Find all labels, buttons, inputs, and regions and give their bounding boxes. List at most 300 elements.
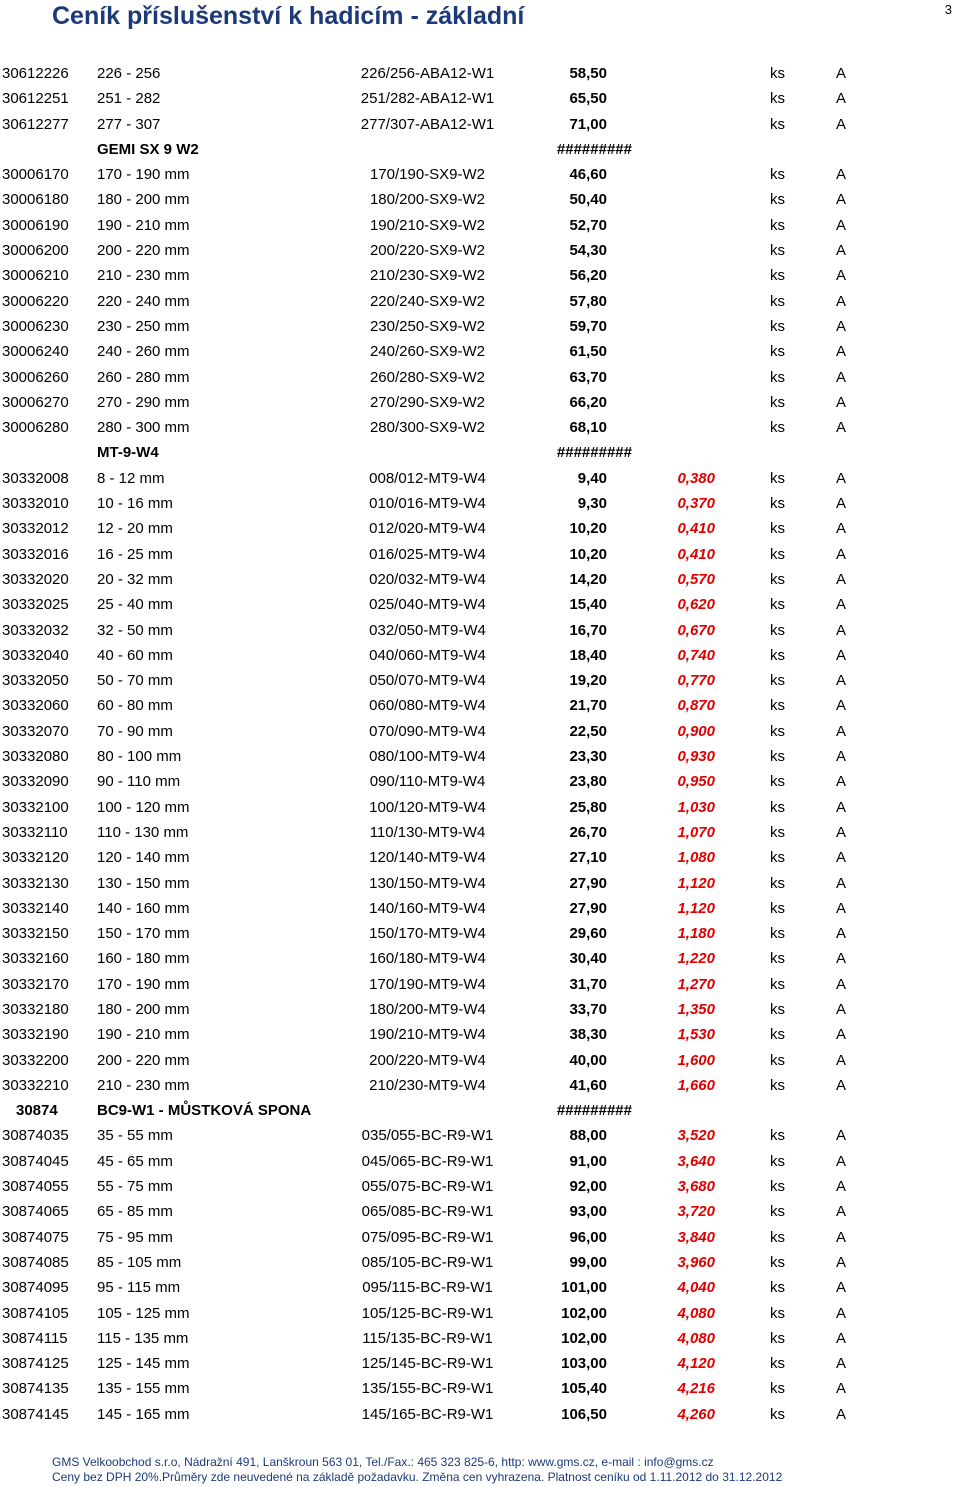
cell-range: 45 - 65 mm: [97, 1152, 173, 1170]
table-row: [0, 238, 960, 263]
cell-part: 240/260-SX9-W2: [369, 343, 486, 361]
cell-price: 93,00: [569, 1203, 607, 1221]
cell-part: 190/210-MT9-W4: [369, 1026, 486, 1044]
cell-part: 170/190-MT9-W4: [369, 975, 486, 993]
cell-range: 135 - 155 mm: [97, 1380, 190, 1398]
cell-code: 30332180: [2, 1000, 69, 1018]
cell-part: 251/282-ABA12-W1: [360, 90, 495, 108]
cell-unit: ks: [770, 1051, 785, 1069]
cell-code: 30006210: [2, 267, 69, 285]
section-header-row: [0, 440, 960, 465]
cell-part: 160/180-MT9-W4: [369, 950, 486, 968]
cell-part: 120/140-MT9-W4: [369, 849, 486, 867]
cell-code: 30874035: [2, 1127, 69, 1145]
cell-code: 30006220: [2, 292, 69, 310]
cell-range: 180 - 200 mm: [97, 1000, 190, 1018]
cell-unit: ks: [770, 1076, 785, 1094]
cell-cat: A: [836, 570, 847, 588]
cell-part: 085/105-BC-R9-W1: [361, 1253, 494, 1271]
price-table: [0, 61, 960, 1427]
cell-part: 090/110-MT9-W4: [369, 773, 486, 791]
cell-price: 18,40: [569, 646, 607, 664]
cell-cat: A: [836, 469, 847, 487]
cell-cat: A: [836, 1178, 847, 1196]
cell-cat: A: [836, 317, 847, 335]
table-row: [0, 314, 960, 339]
cell-price: 54,30: [569, 242, 607, 260]
cell-cat: A: [836, 1076, 847, 1094]
cell-part: 115/135-BC-R9-W1: [362, 1329, 493, 1347]
cell-unit: ks: [770, 1152, 785, 1170]
cell-range: 20 - 32 mm: [97, 570, 173, 588]
cell-part: 016/025-MT9-W4: [369, 545, 486, 563]
cell-range: 270 - 290 mm: [97, 393, 190, 411]
cell-extra: 0,410: [677, 520, 715, 538]
cell-range: 12 - 20 mm: [97, 520, 173, 538]
cell-code: 30332008: [2, 469, 69, 487]
cell-part: 125/145-BC-R9-W1: [361, 1355, 494, 1373]
cell-price: #########: [556, 1102, 632, 1120]
cell-price: 65,50: [569, 90, 607, 108]
table-row: [0, 871, 960, 896]
table-row: [0, 1174, 960, 1199]
table-row: [0, 1225, 960, 1250]
cell-price: 40,00: [569, 1051, 607, 1069]
cell-price: 14,20: [569, 570, 607, 588]
table-row: [0, 1301, 960, 1326]
cell-range: 170 - 190 mm: [97, 166, 190, 184]
cell-price: 33,70: [569, 1000, 607, 1018]
cell-cat: A: [836, 697, 847, 715]
cell-range: 85 - 105 mm: [97, 1253, 182, 1271]
cell-range: 80 - 100 mm: [97, 748, 182, 766]
cell-part: 200/220-SX9-W2: [369, 242, 486, 260]
cell-price: 21,70: [569, 697, 607, 715]
cell-range: 115 - 135 mm: [97, 1329, 189, 1347]
cell-code: 30332210: [2, 1076, 69, 1094]
cell-price: 9,30: [577, 495, 607, 513]
cell-extra: 3,640: [677, 1152, 715, 1170]
cell-range: 16 - 25 mm: [97, 545, 173, 563]
cell-price: #########: [556, 444, 632, 462]
cell-unit: ks: [770, 570, 785, 588]
table-row: [0, 972, 960, 997]
cell-range: 95 - 115 mm: [97, 1279, 181, 1297]
cell-extra: 4,040: [677, 1279, 715, 1297]
cell-part: 095/115-BC-R9-W1: [362, 1279, 493, 1297]
cell-range: 120 - 140 mm: [97, 849, 190, 867]
cell-unit: ks: [770, 545, 785, 563]
table-row: [0, 1073, 960, 1098]
cell-extra: 0,370: [677, 495, 715, 513]
cell-unit: ks: [770, 343, 785, 361]
cell-part: 280/300-SX9-W2: [369, 419, 486, 437]
cell-part: 226/256-ABA12-W1: [360, 65, 495, 82]
cell-range: 35 - 55 mm: [97, 1127, 173, 1145]
cell-extra: 3,960: [677, 1253, 715, 1271]
cell-unit: ks: [770, 874, 785, 892]
cell-code: 30332170: [2, 975, 69, 993]
cell-range: 65 - 85 mm: [97, 1203, 173, 1221]
cell-part: 270/290-SX9-W2: [369, 393, 486, 411]
section-header-row: [0, 137, 960, 162]
table-row: [0, 339, 960, 364]
cell-extra: 1,220: [677, 950, 715, 968]
cell-unit: ks: [770, 849, 785, 867]
cell-extra: 1,120: [677, 874, 715, 892]
cell-range: 140 - 160 mm: [97, 899, 190, 917]
table-row: [0, 86, 960, 111]
cell-price: 27,10: [569, 849, 607, 867]
table-row: [0, 213, 960, 238]
cell-extra: 1,120: [677, 899, 715, 917]
cell-range: 200 - 220 mm: [97, 242, 190, 260]
cell-code: 30332150: [2, 925, 69, 943]
cell-code: 30332040: [2, 646, 69, 664]
cell-range: 280 - 300 mm: [97, 419, 190, 437]
cell-price: 29,60: [569, 925, 607, 943]
cell-price: 52,70: [569, 216, 607, 234]
cell-part: 025/040-MT9-W4: [369, 596, 486, 614]
cell-extra: 0,670: [677, 621, 715, 639]
cell-part: 170/190-SX9-W2: [369, 166, 486, 184]
cell-code: 30006230: [2, 317, 69, 335]
cell-code: 30332070: [2, 722, 69, 740]
cell-price: 25,80: [569, 798, 607, 816]
cell-range: 220 - 240 mm: [97, 292, 190, 310]
cell-code: 30332080: [2, 748, 69, 766]
cell-cat: A: [836, 520, 847, 538]
cell-part: 075/095-BC-R9-W1: [361, 1228, 494, 1246]
cell-range: 170 - 190 mm: [97, 975, 190, 993]
table-row: [0, 567, 960, 592]
cell-unit: ks: [770, 697, 785, 715]
cell-cat: A: [836, 748, 847, 766]
cell-code: 30612226: [2, 65, 69, 82]
cell-cat: A: [836, 1127, 847, 1145]
cell-cat: A: [836, 925, 847, 943]
cell-price: 23,80: [569, 773, 607, 791]
cell-code: 30332025: [2, 596, 69, 614]
cell-cat: A: [836, 621, 847, 639]
cell-range: 210 - 230 mm: [97, 267, 190, 285]
cell-range: 32 - 50 mm: [97, 621, 173, 639]
table-row: [0, 1250, 960, 1275]
cell-cat: A: [836, 1380, 847, 1398]
cell-price: 63,70: [569, 368, 607, 386]
cell-range: 260 - 280 mm: [97, 368, 190, 386]
cell-code: 30332032: [2, 621, 69, 639]
cell-extra: 1,530: [677, 1026, 715, 1044]
cell-extra: 0,740: [677, 646, 715, 664]
footer-note: Ceny bez DPH 20%.Průměry zde neuvedené na základě požadavku. Změna cen vyhrazena. Platnost ceníku od 1.11.2012 do 31.12.2012: [52, 1470, 783, 1484]
cell-unit: ks: [770, 317, 785, 335]
cell-part: 060/080-MT9-W4: [369, 697, 486, 715]
cell-range: 251 - 282: [97, 90, 161, 108]
cell-part: 040/060-MT9-W4: [369, 646, 486, 664]
table-row: [0, 997, 960, 1022]
table-row: [0, 1123, 960, 1148]
cell-range: 60 - 80 mm: [97, 697, 173, 715]
cell-price: 46,60: [569, 166, 607, 184]
cell-cat: A: [836, 1253, 847, 1271]
table-row: [0, 618, 960, 643]
cell-code: 30332110: [2, 823, 68, 841]
cell-range: BC9-W1 - MŮSTKOVÁ SPONA: [97, 1102, 312, 1120]
cell-code: 30332190: [2, 1026, 69, 1044]
cell-code: 30612277: [2, 115, 69, 133]
cell-part: 190/210-SX9-W2: [369, 216, 486, 234]
cell-code: 30874085: [2, 1253, 69, 1271]
table-row: [0, 668, 960, 693]
cell-cat: A: [836, 672, 847, 690]
cell-cat: A: [836, 1051, 847, 1069]
cell-unit: ks: [770, 368, 785, 386]
table-row: [0, 187, 960, 212]
table-row: [0, 1048, 960, 1073]
table-row: [0, 921, 960, 946]
cell-range: MT-9-W4: [97, 444, 159, 462]
table-row: [0, 769, 960, 794]
cell-price: 56,20: [569, 267, 607, 285]
table-row: [0, 1022, 960, 1047]
cell-part: 080/100-MT9-W4: [369, 748, 486, 766]
table-row: [0, 112, 960, 137]
cell-part: 277/307-ABA12-W1: [360, 115, 495, 133]
cell-code: 30332010: [2, 495, 69, 513]
cell-unit: ks: [770, 748, 785, 766]
cell-code: 30874: [16, 1102, 58, 1120]
cell-part: 012/020-MT9-W4: [369, 520, 486, 538]
cell-unit: ks: [770, 191, 785, 209]
cell-cat: A: [836, 899, 847, 917]
cell-cat: A: [836, 950, 847, 968]
cell-part: 105/125-BC-R9-W1: [361, 1304, 494, 1322]
cell-unit: ks: [770, 115, 785, 133]
cell-code: 30332020: [2, 570, 69, 588]
cell-extra: 4,216: [677, 1380, 715, 1398]
cell-cat: A: [836, 773, 847, 791]
cell-cat: A: [836, 90, 847, 108]
cell-extra: 3,840: [677, 1228, 715, 1246]
cell-price: 50,40: [569, 191, 607, 209]
cell-cat: A: [836, 343, 847, 361]
cell-cat: A: [836, 1026, 847, 1044]
table-row: [0, 946, 960, 971]
table-row: [0, 795, 960, 820]
cell-price: 105,40: [561, 1380, 607, 1398]
cell-extra: 0,900: [677, 722, 715, 740]
cell-part: 145/165-BC-R9-W1: [361, 1405, 494, 1423]
table-row: [0, 365, 960, 390]
cell-code: 30006180: [2, 191, 69, 209]
cell-unit: ks: [770, 1304, 785, 1322]
cell-unit: ks: [770, 1279, 785, 1297]
cell-unit: ks: [770, 495, 785, 513]
table-row: [0, 289, 960, 314]
cell-code: 30332060: [2, 697, 69, 715]
cell-code: 30332012: [2, 520, 69, 538]
cell-code: 30874115: [2, 1329, 68, 1347]
table-row: [0, 1326, 960, 1351]
cell-extra: 4,260: [677, 1405, 715, 1423]
cell-cat: A: [836, 1405, 847, 1423]
cell-unit: ks: [770, 975, 785, 993]
cell-cat: A: [836, 849, 847, 867]
cell-range: 130 - 150 mm: [97, 874, 190, 892]
cell-code: 30874095: [2, 1279, 69, 1297]
table-row: [0, 1376, 960, 1401]
cell-unit: ks: [770, 899, 785, 917]
table-row: [0, 845, 960, 870]
cell-extra: 1,180: [677, 925, 715, 943]
cell-unit: ks: [770, 292, 785, 310]
cell-extra: 1,270: [677, 975, 715, 993]
cell-price: 9,40: [577, 469, 607, 487]
cell-extra: 0,380: [677, 469, 715, 487]
cell-extra: 0,930: [677, 748, 715, 766]
cell-unit: ks: [770, 1203, 785, 1221]
cell-unit: ks: [770, 520, 785, 538]
cell-cat: A: [836, 874, 847, 892]
cell-range: 240 - 260 mm: [97, 343, 190, 361]
cell-unit: ks: [770, 1228, 785, 1246]
cell-part: 035/055-BC-R9-W1: [361, 1127, 494, 1145]
cell-part: 130/150-MT9-W4: [369, 874, 486, 892]
cell-price: 19,20: [569, 672, 607, 690]
cell-code: 30332050: [2, 672, 69, 690]
table-row: [0, 592, 960, 617]
cell-code: 30332140: [2, 899, 69, 917]
table-row: [0, 693, 960, 718]
cell-range: 190 - 210 mm: [97, 1026, 190, 1044]
cell-range: 70 - 90 mm: [97, 722, 173, 740]
cell-price: 26,70: [569, 823, 607, 841]
cell-price: 66,20: [569, 393, 607, 411]
cell-code: 30332120: [2, 849, 69, 867]
cell-range: GEMI SX 9 W2: [97, 140, 199, 158]
cell-unit: ks: [770, 1355, 785, 1373]
page-title: Ceník příslušenství k hadicím - základní: [52, 2, 525, 30]
cell-cat: A: [836, 166, 847, 184]
cell-part: 065/085-BC-R9-W1: [361, 1203, 494, 1221]
cell-extra: 4,120: [677, 1355, 715, 1373]
cell-extra: 3,680: [677, 1178, 715, 1196]
cell-price: 38,30: [569, 1026, 607, 1044]
table-row: [0, 1402, 960, 1427]
cell-unit: ks: [770, 1178, 785, 1196]
cell-part: 050/070-MT9-W4: [369, 672, 486, 690]
cell-unit: ks: [770, 1329, 785, 1347]
cell-range: 40 - 60 mm: [97, 646, 173, 664]
cell-unit: ks: [770, 1000, 785, 1018]
cell-unit: ks: [770, 798, 785, 816]
cell-code: 30874125: [2, 1355, 69, 1373]
cell-unit: ks: [770, 469, 785, 487]
cell-code: 30006240: [2, 343, 69, 361]
cell-part: 260/280-SX9-W2: [369, 368, 486, 386]
table-row: [0, 1351, 960, 1376]
cell-extra: 0,620: [677, 596, 715, 614]
cell-unit: ks: [770, 1380, 785, 1398]
cell-cat: A: [836, 722, 847, 740]
cell-price: 10,20: [569, 520, 607, 538]
cell-range: 8 - 12 mm: [97, 469, 165, 487]
cell-cat: A: [836, 115, 847, 133]
cell-extra: 0,410: [677, 545, 715, 563]
cell-unit: ks: [770, 672, 785, 690]
cell-code: 30332090: [2, 773, 69, 791]
cell-code: 30874055: [2, 1178, 69, 1196]
cell-cat: A: [836, 1329, 847, 1347]
cell-price: #########: [556, 140, 632, 158]
cell-price: 57,80: [569, 292, 607, 310]
cell-part: 210/230-SX9-W2: [369, 267, 486, 285]
cell-price: 59,70: [569, 317, 607, 335]
cell-code: 30874135: [2, 1380, 69, 1398]
cell-cat: A: [836, 65, 847, 82]
cell-cat: A: [836, 495, 847, 513]
cell-unit: ks: [770, 65, 785, 82]
cell-part: 045/065-BC-R9-W1: [361, 1152, 494, 1170]
cell-unit: ks: [770, 621, 785, 639]
cell-cat: A: [836, 823, 847, 841]
cell-unit: ks: [770, 596, 785, 614]
cell-price: 102,00: [561, 1329, 607, 1347]
cell-code: 30006170: [2, 166, 69, 184]
cell-range: 160 - 180 mm: [97, 950, 190, 968]
cell-range: 210 - 230 mm: [97, 1076, 190, 1094]
cell-price: 41,60: [569, 1076, 607, 1094]
cell-cat: A: [836, 1304, 847, 1322]
cell-unit: ks: [770, 950, 785, 968]
cell-range: 55 - 75 mm: [97, 1178, 173, 1196]
cell-extra: 1,600: [677, 1051, 715, 1069]
cell-extra: 1,030: [677, 798, 715, 816]
cell-code: 30332160: [2, 950, 69, 968]
cell-unit: ks: [770, 773, 785, 791]
table-row: [0, 162, 960, 187]
cell-unit: ks: [770, 925, 785, 943]
cell-code: 30006280: [2, 419, 69, 437]
cell-extra: 4,080: [677, 1329, 715, 1347]
cell-unit: ks: [770, 419, 785, 437]
cell-part: 140/160-MT9-W4: [369, 899, 486, 917]
cell-cat: A: [836, 242, 847, 260]
cell-unit: ks: [770, 166, 785, 184]
cell-code: 30874145: [2, 1405, 69, 1423]
cell-cat: A: [836, 1203, 847, 1221]
cell-unit: ks: [770, 1405, 785, 1423]
cell-code: 30006190: [2, 216, 69, 234]
cell-part: 008/012-MT9-W4: [369, 469, 486, 487]
cell-cat: A: [836, 1152, 847, 1170]
cell-cat: A: [836, 419, 847, 437]
cell-cat: A: [836, 1355, 847, 1373]
table-row: [0, 820, 960, 845]
cell-code: 30332200: [2, 1051, 69, 1069]
cell-range: 226 - 256: [97, 65, 161, 82]
cell-part: 020/032-MT9-W4: [369, 570, 486, 588]
cell-price: 88,00: [569, 1127, 607, 1145]
footer-contact: GMS Velkoobchod s.r.o, Nádražní 491, Lanškroun 563 01, Tel./Fax.: 465 323 825-6, http: www.gms.cz, e-mail : info@gms.cz: [52, 1455, 714, 1469]
cell-price: 10,20: [569, 545, 607, 563]
cell-unit: ks: [770, 1026, 785, 1044]
cell-code: 30874045: [2, 1152, 69, 1170]
cell-unit: ks: [770, 90, 785, 108]
cell-range: 230 - 250 mm: [97, 317, 190, 335]
cell-unit: ks: [770, 722, 785, 740]
